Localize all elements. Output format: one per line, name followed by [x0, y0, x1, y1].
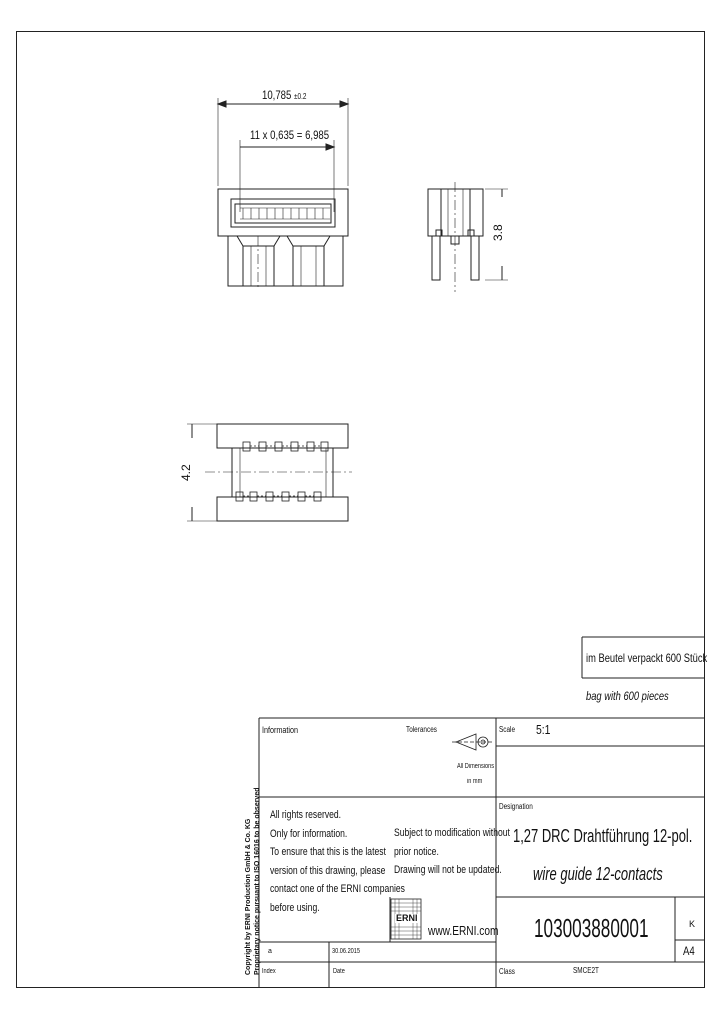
rights-line: contact one of the ERNI companies	[270, 883, 405, 896]
index-value: a	[268, 948, 272, 955]
website-link[interactable]: www.ERNI.com	[428, 923, 499, 938]
all-dimensions-label: All Dimensions	[457, 763, 495, 770]
designation-en: wire guide 12-contacts	[533, 864, 663, 884]
modification-line: Drawing will not be updated.	[394, 864, 502, 877]
designation-label: Designation	[499, 802, 533, 811]
information-label: Information	[262, 725, 299, 735]
rights-line: before using.	[270, 901, 320, 914]
date-label: Date	[333, 968, 345, 975]
revision-letter: K	[689, 919, 696, 929]
proprietary-notice: Proprietary notice pursuant to ISO 16016 to be observed	[254, 787, 261, 975]
dimension-pitch: 11 x 0,635 = 6,985	[250, 128, 330, 142]
tolerances-label: Tolerances	[406, 725, 437, 734]
part-number: 103003880001	[534, 913, 649, 943]
class-value: SMCE2T	[573, 966, 599, 975]
dimension-height-side: 3.8	[491, 224, 505, 241]
rights-line: To ensure that this is the latest	[270, 846, 386, 859]
date-value: 30.06.2015	[332, 948, 361, 955]
bottom-view	[187, 424, 352, 521]
packaging-note-en: bag with 600 pieces	[586, 689, 669, 703]
dimension-width: 10,785 ±0.2	[262, 88, 307, 102]
erni-logo: ERNI	[396, 913, 418, 923]
scale-label: Scale	[499, 725, 516, 734]
scale-value: 5:1	[536, 722, 551, 737]
designation-de: 1,27 DRC Drahtführung 12-pol.	[513, 826, 693, 846]
index-label: Index	[262, 968, 276, 975]
sheet-size: A4	[683, 944, 695, 958]
rights-line: version of this drawing, please	[270, 864, 386, 877]
projection-symbol	[452, 734, 492, 750]
class-label: Class	[499, 967, 516, 976]
packaging-note-de: im Beutel verpackt 600 Stück	[586, 651, 708, 665]
rights-line: All rights reserved.	[270, 809, 342, 821]
front-view	[218, 98, 348, 290]
copyright-notice: Copyright by ERNI Production GmbH & Co. KG	[245, 818, 252, 975]
modification-line: prior notice.	[394, 845, 439, 858]
rights-line: Only for information.	[270, 827, 348, 840]
modification-notice	[394, 824, 543, 880]
dimension-height-bottom: 4.2	[179, 464, 193, 481]
unit-label: in mm	[467, 778, 483, 785]
modification-line: Subject to modification without	[394, 827, 510, 839]
